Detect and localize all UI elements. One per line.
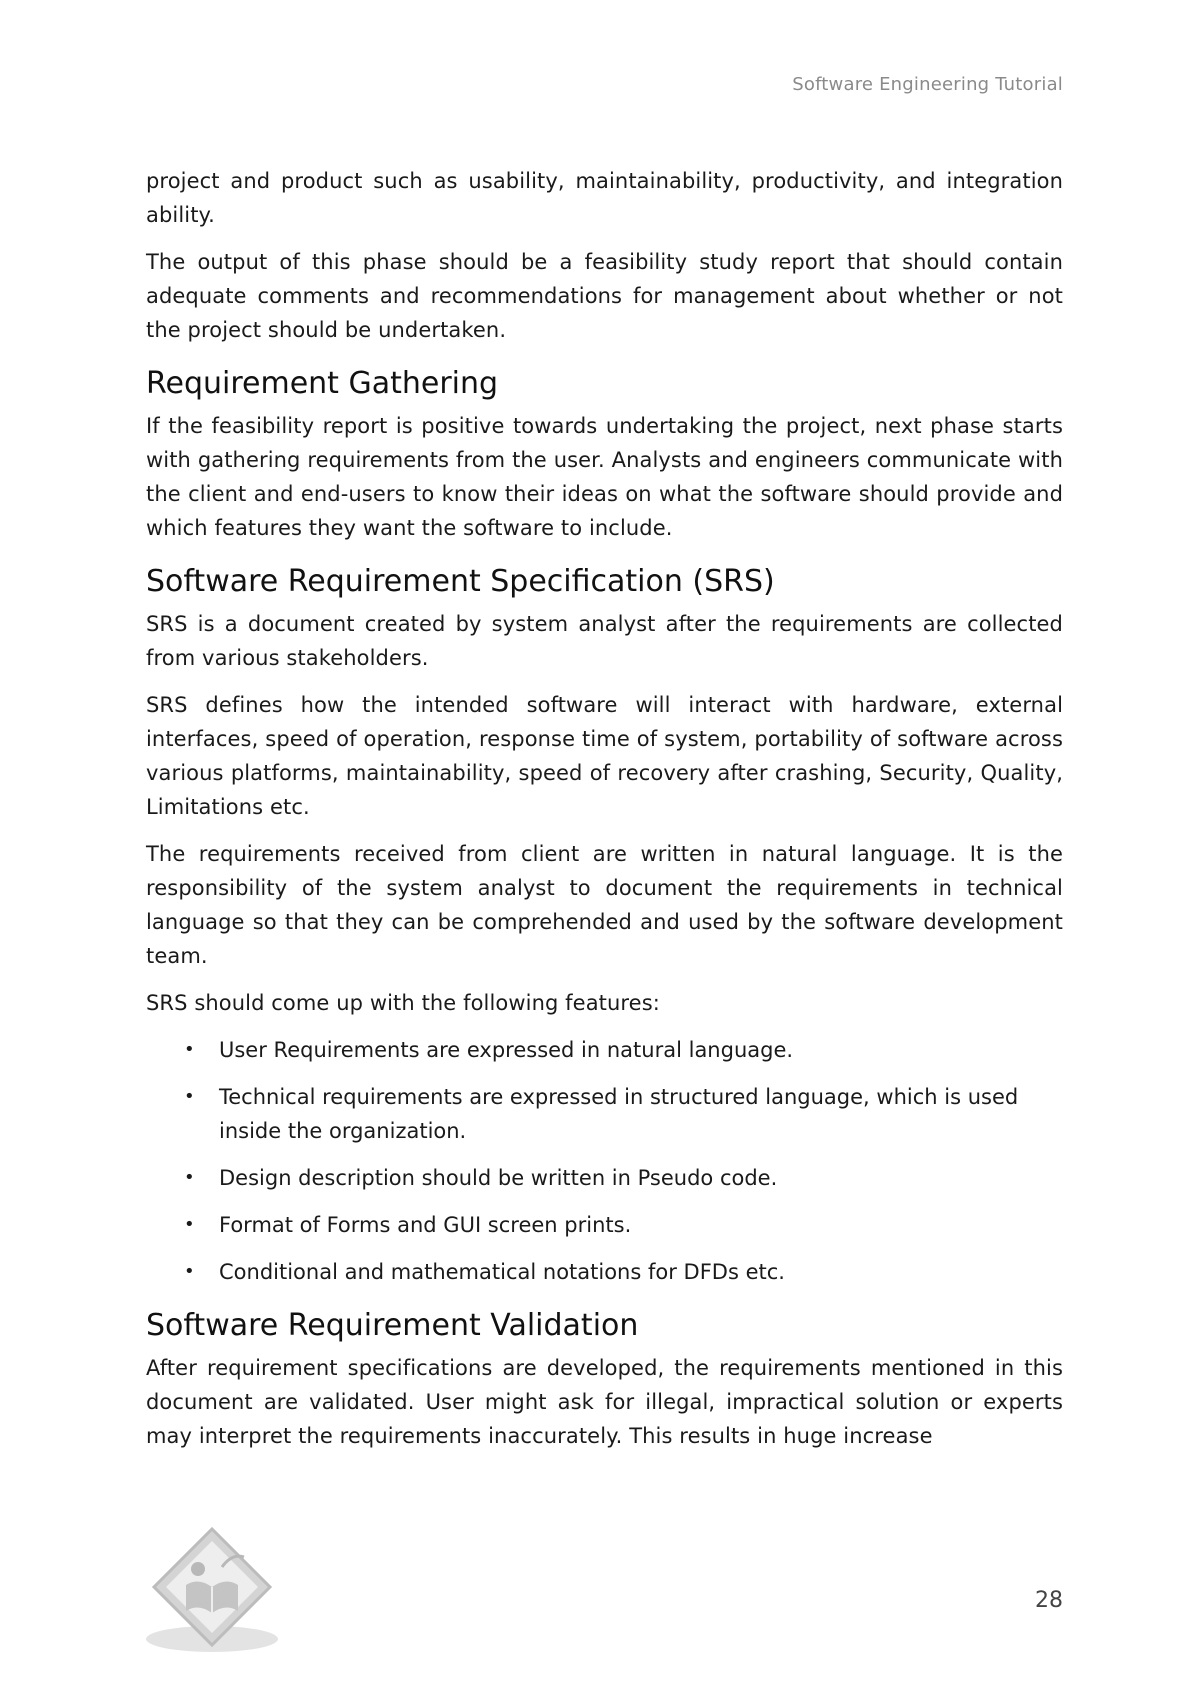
paragraph: SRS should come up with the following features: bbox=[146, 991, 660, 1015]
list-item-text: User Requirements are expressed in natural language. bbox=[219, 1038, 794, 1062]
list-item-text: Design description should be written in Pseudo code. bbox=[219, 1166, 778, 1190]
paragraph: After requirement specifications are developed, the requirements mentioned in this document are validated. User might ask for illegal, impractical solution or experts may interpret the requirements inaccurately. This results in huge increase bbox=[146, 1356, 1063, 1448]
bullet-icon: • bbox=[184, 1039, 195, 1060]
paragraph: project and product such as usability, maintainability, productivity, and integration ability. bbox=[146, 169, 1063, 227]
tutorialspoint-logo-icon bbox=[146, 1527, 286, 1657]
page-number: 28 bbox=[1035, 1588, 1063, 1613]
bullet-icon: • bbox=[184, 1167, 195, 1188]
srs-features-list bbox=[146, 1033, 1063, 1289]
section-heading-requirement-gathering: Requirement Gathering bbox=[146, 366, 499, 401]
list-item-text: Conditional and mathematical notations for DFDs etc. bbox=[219, 1260, 785, 1284]
running-header: Software Engineering Tutorial bbox=[792, 74, 1063, 95]
paragraph: The requirements received from client are written in natural language. It is the responsibility of the system analyst to document the requirements in technical language so that they can be comprehended and used by the software development team. bbox=[146, 842, 1063, 968]
bullet-icon: • bbox=[184, 1261, 195, 1282]
list-item bbox=[146, 1255, 1063, 1289]
bullet-icon: • bbox=[184, 1086, 195, 1107]
paragraph: If the feasibility report is positive towards undertaking the project, next phase starts with gathering requirements from the user. Analysts and engineers communicate with the client and end-users to know their ideas on what the software should provide and which features they want the software to include. bbox=[146, 414, 1063, 540]
paragraph: The output of this phase should be a feasibility study report that should contain adequate comments and recommendations for management about whether or not the project should be undertaken. bbox=[146, 250, 1063, 342]
list-item-text: Format of Forms and GUI screen prints. bbox=[219, 1213, 632, 1237]
list-item bbox=[146, 1033, 1063, 1067]
bullet-icon: • bbox=[184, 1214, 195, 1235]
page-content bbox=[146, 164, 1063, 1466]
section-heading-srs: Software Requirement Specification (SRS) bbox=[146, 564, 775, 599]
section-heading-validation: Software Requirement Validation bbox=[146, 1308, 639, 1343]
paragraph: SRS defines how the intended software will interact with hardware, external interfaces, speed of operation, response time of system, portability of software across various platforms, maintainability, speed of recovery after crashing, Security, Quality, Limitations etc. bbox=[146, 693, 1063, 819]
list-item-text: Technical requirements are expressed in structured language, which is used inside the organization. bbox=[219, 1085, 1019, 1143]
list-item bbox=[146, 1080, 1063, 1148]
list-item bbox=[146, 1208, 1063, 1242]
list-item bbox=[146, 1161, 1063, 1195]
paragraph: SRS is a document created by system analyst after the requirements are collected from various stakeholders. bbox=[146, 612, 1063, 670]
